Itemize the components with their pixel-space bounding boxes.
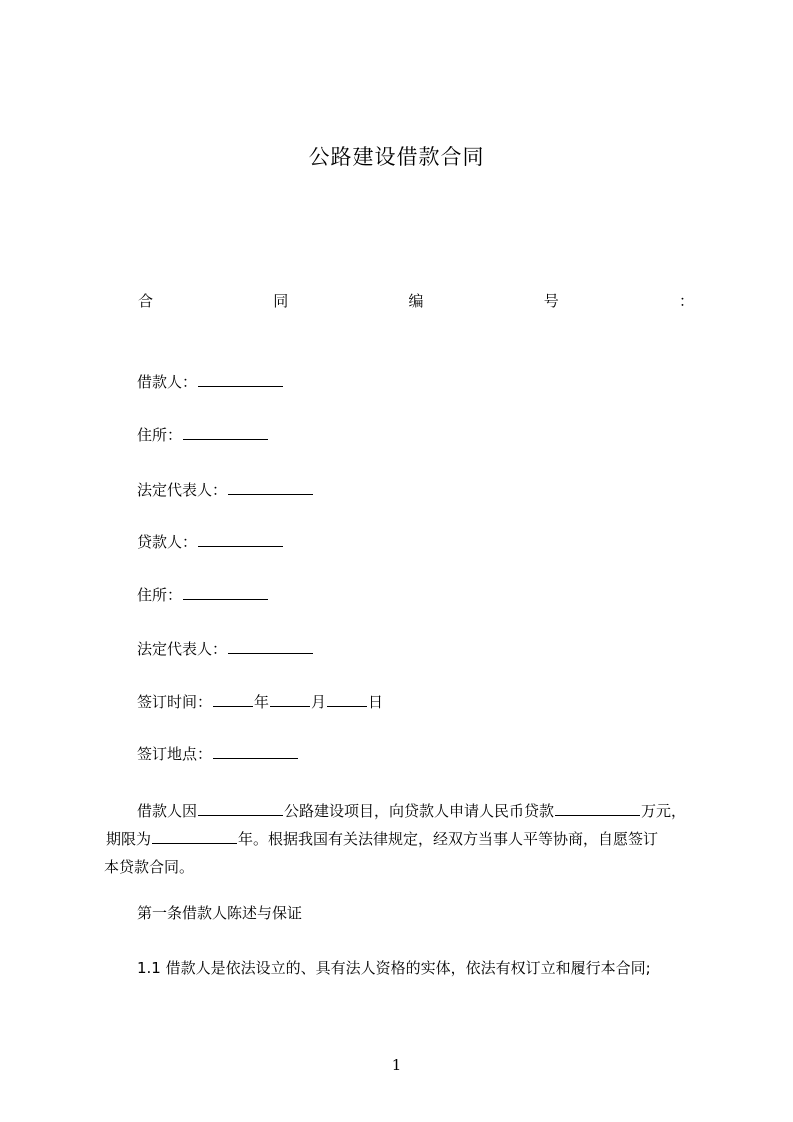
month-label: 月: [311, 693, 327, 711]
article-1-title: 第一条借款人陈述与保证: [137, 904, 303, 922]
lender-label: 贷款人：: [137, 533, 198, 551]
term-blank: [152, 828, 237, 844]
paragraph-text: 万元，: [641, 802, 687, 820]
sign-date-field: [137, 691, 383, 712]
preamble-paragraph: [104, 797, 704, 881]
day-label: 日: [368, 693, 384, 711]
day-blank: [327, 691, 367, 707]
paragraph-text: 本贷款合同。: [104, 858, 195, 876]
sign-place-blank: [213, 743, 298, 759]
paragraph-line: [104, 797, 704, 825]
year-blank: [213, 691, 253, 707]
borrower-blank: [198, 371, 283, 387]
paragraph-text: 借款人因: [137, 802, 198, 820]
contract-number-char: 合: [138, 292, 154, 310]
borrower-address-blank: [183, 424, 268, 440]
borrower-label: 借款人：: [137, 373, 198, 391]
borrower-rep-label: 法定代表人：: [137, 481, 228, 499]
month-blank: [270, 691, 310, 707]
contract-number-char: ：: [678, 292, 694, 310]
lender-address-label: 住所：: [137, 586, 183, 604]
borrower-rep-blank: [228, 479, 313, 495]
lender-blank: [198, 531, 283, 547]
paragraph-text: 期限为: [106, 830, 152, 848]
contract-number-char: 号: [543, 292, 559, 310]
year-label: 年: [254, 693, 270, 711]
borrower-field: [137, 371, 284, 392]
lender-rep-label: 法定代表人：: [137, 640, 228, 658]
sign-place-label: 签订地点：: [137, 745, 213, 763]
project-blank: [198, 800, 283, 816]
contract-number-char: 编: [408, 292, 424, 310]
clause-1-1: 1.1 借款人是依法设立的、具有法人资格的实体，依法有权订立和履行本合同;: [137, 959, 651, 977]
contract-number-line: [138, 291, 694, 311]
lender-address-field: [137, 584, 269, 605]
paragraph-line: [104, 825, 704, 853]
sign-place-field: [137, 743, 299, 764]
amount-blank: [555, 800, 640, 816]
borrower-rep-field: [137, 479, 314, 500]
lender-rep-field: [137, 638, 314, 659]
sign-date-label: 签订时间：: [137, 693, 213, 711]
page-number: 1: [391, 1056, 402, 1074]
borrower-address-field: [137, 424, 269, 445]
paragraph-text: 公路建设项目，向贷款人申请人民币贷款: [284, 802, 555, 820]
lender-field: [137, 531, 284, 552]
paragraph-text: 年。根据我国有关法律规定，经双方当事人平等协商，自愿签订: [238, 830, 659, 848]
lender-address-blank: [183, 584, 268, 600]
document-title: 公路建设借款合同: [308, 145, 485, 169]
paragraph-line: [104, 853, 704, 881]
lender-rep-blank: [228, 638, 313, 654]
contract-number-char: 同: [273, 292, 289, 310]
borrower-address-label: 住所：: [137, 426, 183, 444]
